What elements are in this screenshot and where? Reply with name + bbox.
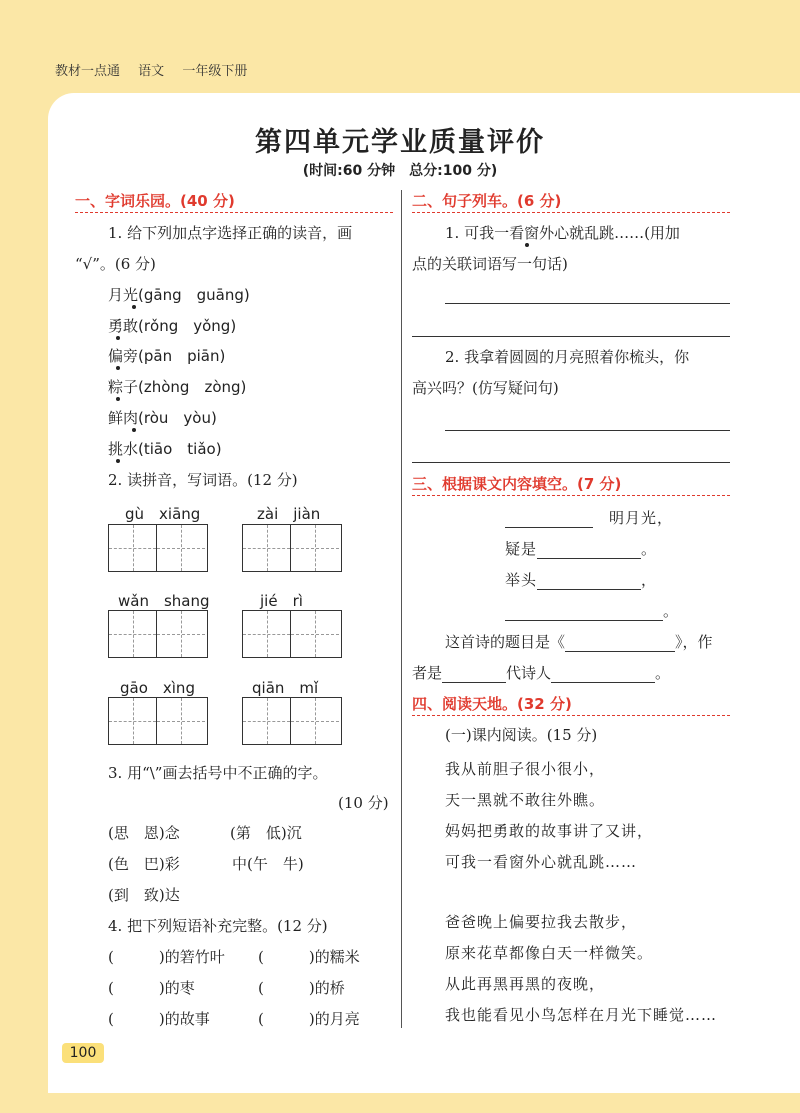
writing-grid[interactable] [242,610,342,658]
poem-fill-line: 举头 ， [505,571,658,589]
s3-question-cont: 者是 代诗人 。 [412,664,671,682]
blank[interactable] [565,637,675,652]
pinyin-label: gāo xìng [120,679,195,697]
section-2-heading: 二、句子列车。(6 分) [412,192,562,210]
s4-subheading: (一)课内阅读。(15 分) [445,726,598,744]
s3-question: 这首诗的题目是《 》，作 [445,633,713,651]
emphasis-dot [116,397,120,401]
poem-fill-line: 疑是 。 [505,540,658,558]
s2-q2-text: 2. 我拿着圆圆的月亮照着你梳头，你 [445,348,690,366]
writing-grid[interactable] [242,524,342,572]
answer-line[interactable] [412,336,730,337]
book-header [55,60,261,79]
s2-q1-text-cont: 点的关联词语写一句话) [412,255,568,273]
writing-grid[interactable] [108,610,208,658]
writing-grid[interactable] [242,697,342,745]
poem-line: 我从前胆子很小很小， [445,760,606,778]
section-1-underline [75,212,393,213]
column-divider [401,190,402,1028]
blank[interactable] [537,575,641,590]
poem-line: 可我一看窗外心就乱跳…… [445,853,638,871]
emphasis-dot [116,336,120,340]
section-3-underline [412,495,730,496]
pron-item: 鲜肉(ròu yòu) [108,409,217,427]
emphasis-dot [132,428,136,432]
choice-item: (思 恩)念 [108,824,180,842]
poem-line: 原来花草都像白天一样微笑。 [445,944,654,962]
phrase-item: ( )的枣 [108,979,195,997]
pinyin-label: qiān mǐ [252,679,319,697]
phrase-item: ( )的月亮 [258,1010,360,1028]
pinyin-label: gù xiāng [125,505,201,523]
emphasis-dot [116,459,120,463]
s1-q3-text: 3. 用“\”画去括号中不正确的字。 [108,764,328,782]
pinyin-label: jié rì [260,592,303,610]
pron-item: 月光(gāng guāng) [108,286,250,304]
s2-q1-text: 1. 可我一看窗外心就乱跳……(用加 [445,224,680,242]
pron-item: 挑水(tiāo tiǎo) [108,440,222,458]
section-4-underline [412,715,730,716]
s2-q2-text-cont: 高兴吗？(仿写疑问句) [412,379,559,397]
choice-item: (到 致)达 [108,886,180,904]
blank[interactable] [537,544,641,559]
s1-q1-text-cont: “√”。(6 分) [75,255,156,273]
writing-grid[interactable] [108,524,208,572]
poem-line: 爸爸晚上偏要拉我去散步， [445,913,638,931]
blank[interactable] [551,668,655,683]
emphasis-dot [116,366,120,370]
s1-q2-text: 2. 读拼音，写词语。(12 分) [108,471,298,489]
s1-q3-score: (10 分) [338,794,389,812]
writing-grid[interactable] [108,697,208,745]
section-3-heading: 三、根据课文内容填空。(7 分) [412,475,622,493]
pron-item: 粽子(zhòng zòng) [108,378,247,396]
subject-name: 语文 [138,64,165,79]
pron-item: 偏旁(pān piān) [108,347,226,365]
answer-line[interactable] [412,462,730,463]
blank[interactable] [505,513,593,528]
poem-fill-line: 。 [505,600,679,621]
emphasis-dot [525,243,529,247]
pinyin-label: zài jiàn [257,505,321,523]
s1-q4-text: 4. 把下列短语补充完整。(12 分) [108,917,328,935]
blank[interactable] [505,606,663,621]
phrase-item: ( )的桥 [258,979,345,997]
section-4-heading: 四、阅读天地。(32 分) [412,695,572,713]
pinyin-label: wǎn shang [118,592,210,610]
s1-q1-text: 1. 给下列加点字选择正确的读音，画 [108,224,353,242]
book-name: 教材一点通 [55,64,121,79]
phrase-item: ( )的糯米 [258,948,360,966]
blank[interactable] [442,668,506,683]
poem-line: 从此再黑再黑的夜晚， [445,975,606,993]
page-title: 第四单元学业质量评价 [255,127,545,158]
grade-name: 一年级下册 [182,64,248,79]
poem-line: 我也能看见小鸟怎样在月光下睡觉…… [445,1006,718,1024]
poem-fill-line: 明月光， [505,507,673,528]
exam-info: (时间:60 分钟 总分:100 分) [302,163,498,179]
phrase-item: ( )的箬竹叶 [108,948,225,966]
choice-item: (第 低)沉 [230,824,302,842]
top-band [0,0,800,95]
section-2-underline [412,212,730,213]
page-number: 100 [62,1043,104,1063]
answer-line[interactable] [445,303,730,304]
choice-item: (色 巴)彩 [108,855,180,873]
poem-line: 妈妈把勇敢的故事讲了又讲， [445,822,654,840]
emphasis-dot [132,305,136,309]
answer-line[interactable] [445,430,730,431]
phrase-item: ( )的故事 [108,1010,210,1028]
pron-item: 勇敢(rǒng yǒng) [108,317,237,335]
poem-line: 天一黑就不敢往外瞧。 [445,791,606,809]
choice-item: 中(午 牛) [232,855,304,873]
section-1-heading: 一、字词乐园。(40 分) [75,192,235,210]
